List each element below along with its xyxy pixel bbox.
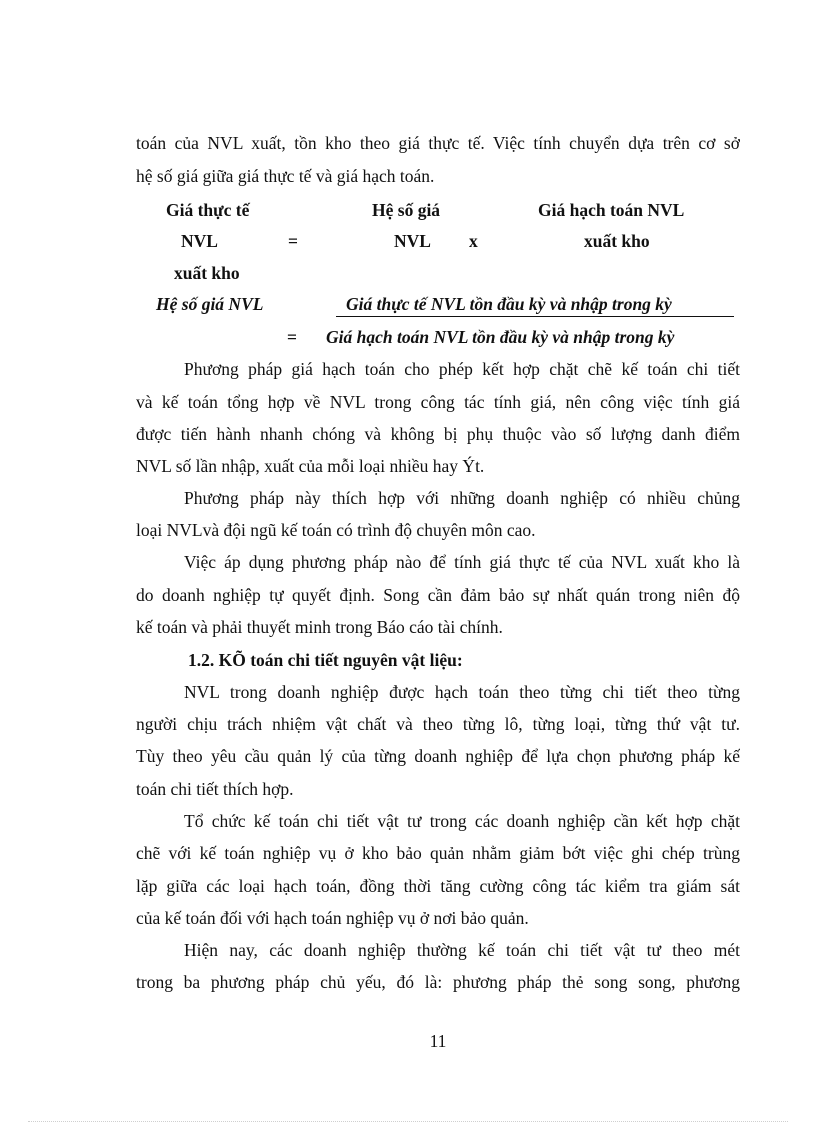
- formula-left-term: Giá thực tế: [166, 200, 250, 220]
- paragraph-line: kế toán và phải thuyết minh trong Báo cáo tài chính.: [136, 617, 503, 637]
- paragraph-line: người chịu trách nhiệm vật chất và theo từng lô, từng loại, từng thứ vật tư.: [136, 714, 740, 734]
- paragraph-line: Tổ chức kế toán chi tiết vật tư trong các doanh nghiệp cần kết hợp chặt: [184, 811, 740, 831]
- formula-middle-term: NVL: [394, 231, 431, 251]
- paragraph-line: toán chi tiết thích hợp.: [136, 779, 294, 799]
- paragraph-line: toán của NVL xuất, tồn kho theo giá thực tế. Việc tính chuyển dựa trên cơ sở: [136, 133, 740, 153]
- paragraph-line: và kế toán tổng hợp về NVL trong công tác tính giá, nên công việc tính giá: [136, 392, 740, 412]
- paragraph-line: chẽ với kế toán nghiệp vụ ở kho bảo quản nhằm giảm bớt việc ghi chép trùng: [136, 843, 740, 863]
- page-number: 11: [429, 1031, 447, 1051]
- formula-equals: =: [288, 231, 298, 251]
- paragraph-line: hệ số giá giữa giá thực tế và giá hạch toán.: [136, 166, 435, 186]
- paragraph-line: lặp giữa các loại hạch toán, đồng thời tăng cường công tác kiểm tra giám sát: [136, 876, 740, 896]
- paragraph-line: Việc áp dụng phương pháp nào để tính giá thực tế của NVL xuất kho là: [184, 552, 740, 572]
- formula-denominator: Giá hạch toán NVL tồn đầu kỳ và nhập trong kỳ: [326, 327, 675, 347]
- formula-middle-term: Hệ số giá: [372, 200, 441, 220]
- formula-times: x: [469, 231, 478, 251]
- paragraph-line: Tùy theo yêu cầu quản lý của từng doanh nghiệp để lựa chọn phương pháp kế: [136, 746, 740, 766]
- formula-numerator: Giá thực tế NVL tồn đầu kỳ và nhập trong kỳ: [346, 294, 672, 314]
- paragraph-line: loại NVLvà đội ngũ kế toán có trình độ chuyên môn cao.: [136, 520, 536, 540]
- paragraph-line: Hiện nay, các doanh nghiệp thường kế toán chi tiết vật tư theo mét: [184, 940, 740, 960]
- section-heading: 1.2. KÕ toán chi tiết nguyên vật liệu:: [188, 650, 463, 670]
- formula-equals: =: [287, 327, 297, 347]
- formula-right-term: Giá hạch toán NVL: [538, 200, 685, 220]
- paragraph-line: do doanh nghiệp tự quyết định. Song cần đảm bảo sự nhất quán trong niên độ: [136, 585, 740, 605]
- paragraph-line: NVL trong doanh nghiệp được hạch toán theo từng chi tiết theo từng: [184, 682, 740, 702]
- paragraph-line: Phương pháp giá hạch toán cho phép kết hợp chặt chẽ kế toán chi tiết: [184, 359, 740, 379]
- paragraph-line: trong ba phương pháp chủ yếu, đó là: phương pháp thẻ song song, phương: [136, 972, 740, 992]
- formula-left-term: NVL: [181, 231, 218, 251]
- paragraph-line: được tiến hành nhanh chóng và không bị phụ thuộc vào số lượng danh điểm: [136, 424, 740, 444]
- paragraph-line: của kế toán đối với hạch toán nghiệp vụ ở nơi bảo quản.: [136, 908, 529, 928]
- formula-right-term: xuất kho: [584, 231, 650, 251]
- paragraph-line: Phương pháp này thích hợp với những doanh nghiệp có nhiều chủng: [184, 488, 740, 508]
- paragraph-line: NVL số lần nhập, xuất của mỗi loại nhiều hay Ýt.: [136, 456, 485, 476]
- fraction-bar: [336, 316, 734, 317]
- formula-label: Hệ số giá NVL: [156, 294, 264, 314]
- formula-left-term: xuất kho: [174, 263, 240, 283]
- footer-divider: [28, 1121, 788, 1122]
